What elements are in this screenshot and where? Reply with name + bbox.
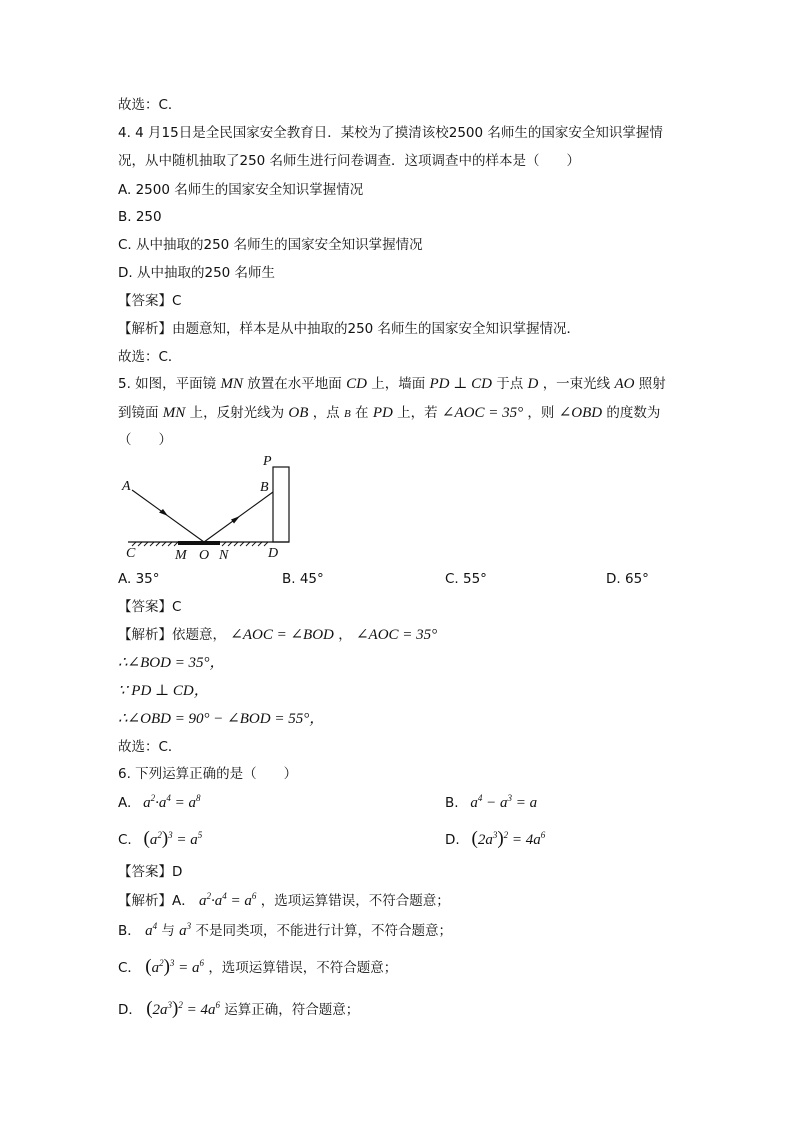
q5-eq-aoc-35: ∠AOC = 35° — [355, 627, 438, 643]
q5-analysis-line3: ∵ PD ⊥ CD， — [118, 683, 209, 699]
q6-analysis-c — [118, 957, 397, 978]
q5-stem-line3: （ ） — [118, 432, 172, 448]
q6-analysis-d — [118, 999, 359, 1020]
q4-choose: 故选：C． — [118, 349, 182, 365]
q6-analysis-c-text: ，选项运算错误，不符合题意； — [208, 960, 398, 976]
q5-l2-text-e: 上，若 — [397, 405, 438, 421]
q5-answer: 【答案】C — [118, 599, 182, 615]
q6-analysis-b-label: B． — [118, 923, 141, 939]
q5-l2-text-f: ，则 — [527, 405, 555, 421]
q5-text-5: 照射 — [638, 376, 666, 392]
q5-l2-text-a: 到镜面 — [118, 405, 159, 421]
label-p: P — [263, 454, 272, 469]
q6-option-a-expr: $a^2\cdot a^4 = a^8$ — [135, 793, 201, 811]
label-c: C — [126, 546, 136, 561]
label-a: A — [122, 479, 131, 494]
ray-ob-arrow — [231, 516, 240, 524]
q6-option-d — [445, 829, 545, 850]
q6-analysis-a-text: ，选项运算错误，不符合题意； — [260, 893, 450, 909]
q6-analysis-a-label: 【解析】A． — [118, 893, 195, 909]
q5-option-c: C. 55° — [445, 571, 487, 587]
q6-analysis-b-text: 不是同类项，不能进行计算，不符合题意； — [195, 923, 452, 939]
q6-analysis-a — [118, 891, 450, 911]
math-mn-2: MN — [162, 405, 186, 421]
q6-option-c — [118, 829, 202, 850]
q4-option-b: B. 250 — [118, 209, 162, 225]
q4-answer: 【答案】C — [118, 293, 182, 309]
choose-line-q3: 故选：C． — [118, 97, 182, 113]
q5-stem-line2 — [118, 403, 660, 424]
q6-option-a-label: A. — [118, 795, 132, 811]
q6-analysis-d-expr: $(2a^3)^2 = 4a^6$ — [146, 998, 220, 1019]
q6-option-d-label: D. — [445, 832, 460, 848]
q4-option-c: C. 从中抽取的250 名师生的国家安全知识掌握情况 — [118, 237, 423, 253]
math-angle-aoc: ∠AOC = 35° — [441, 405, 524, 421]
mirror-mn — [178, 541, 220, 545]
q6-option-c-label: C. — [118, 832, 132, 848]
math-cd: CD — [346, 376, 367, 392]
q6-option-b-expr: $a^4 - a^3 = a$ — [462, 793, 538, 811]
q5-analysis-line4: ∴∠OBD = 90° − ∠BOD = 55°， — [118, 711, 325, 727]
q6-option-b — [445, 793, 537, 813]
q5-text-2: 上，墙面 — [371, 376, 426, 392]
q6-stem: 6. 下列运算正确的是（ ） — [118, 766, 298, 782]
q5-text-3: 于点 — [496, 376, 524, 392]
q5-choose: 故选：C． — [118, 739, 182, 755]
q5-text-1: 放置在水平地面 — [247, 376, 342, 392]
math-mn: MN — [220, 376, 243, 392]
label-d: D — [268, 546, 279, 561]
q6-option-b-label: B. — [445, 795, 459, 811]
q5-analysis-prefix: 【解析】依题意， — [118, 627, 226, 643]
q5-text-4: ，一束光线 — [542, 376, 611, 392]
q6-option-c-expr: $(a^2)^3 = a^5$ — [143, 828, 203, 849]
q5-number-text: 5. 如图，平面镜 — [118, 376, 217, 392]
q5-analysis-line2: ∴∠BOD = 35°， — [118, 655, 225, 671]
q5-analysis-line1 — [118, 625, 437, 645]
q4-option-a: A. 2500 名师生的国家安全知识掌握情况 — [118, 182, 364, 198]
q4-stem-line2: 况，从中随机抽取了250 名师生进行问卷调查．这项调查中的样本是（ ） — [118, 153, 581, 169]
q4-stem-line1: 4. 4 月15日是全民国家安全教育日．某校为了摸清该校2500 名师生的国家安全知识掌握情 — [118, 125, 663, 141]
math-angle-obd: ∠OBD — [558, 405, 603, 421]
q5-option-a: A. 35° — [118, 571, 160, 587]
label-b: B — [260, 480, 269, 495]
wall-rect — [273, 467, 289, 542]
math-ao: AO — [614, 376, 635, 392]
mirror-reflection-figure — [118, 453, 298, 565]
q6-analysis-b-mid: 与 — [161, 923, 175, 939]
math-b: B — [343, 408, 351, 420]
q5-l2-text-g: 的度数为 — [606, 405, 661, 421]
q6-analysis-b-expr2: $a^3$ — [179, 921, 192, 939]
q4-analysis: 【解析】由题意知，样本是从中抽取的250 名师生的国家安全知识掌握情况． — [118, 321, 581, 337]
label-n: N — [219, 548, 229, 563]
q6-analysis-a-expr: $a^2\cdot a^4 = a^6$ — [199, 891, 257, 909]
q5-option-d: D. 65° — [606, 571, 649, 587]
q6-analysis-b — [118, 921, 452, 941]
q6-analysis-d-text: 运算正确，符合题意； — [224, 1002, 360, 1018]
q5-l2-text-d: 在 — [355, 405, 369, 421]
q6-analysis-c-label: C． — [118, 960, 141, 976]
math-pd-perp-cd: PD ⊥ CD — [429, 376, 492, 392]
q5-analysis-comma: ， — [338, 627, 352, 643]
q6-option-d-expr: $(2a^3)^2 = 4a^6$ — [471, 828, 546, 849]
q6-analysis-d-label: D． — [118, 1002, 142, 1018]
q6-answer: 【答案】D — [118, 864, 183, 880]
math-pd: PD — [372, 405, 393, 421]
q5-eq-aoc-bod: ∠AOC = ∠BOD — [230, 627, 334, 643]
q5-stem-line1 — [118, 374, 666, 394]
q6-analysis-b-expr1: $a^4$ — [145, 921, 158, 939]
q4-option-d: D. 从中抽取的250 名师生 — [118, 265, 276, 281]
label-m: M — [175, 548, 187, 563]
q5-option-b: B. 45° — [282, 571, 324, 587]
math-ob: OB — [288, 405, 309, 421]
q5-l2-text-b: 上，反射光线为 — [189, 405, 285, 421]
q6-analysis-c-expr: $(a^2)^3 = a^6$ — [145, 956, 205, 977]
label-o: O — [199, 548, 210, 563]
math-d: D — [527, 376, 539, 392]
q6-option-a — [118, 793, 200, 813]
q5-l2-text-c: ，点 — [312, 405, 340, 421]
